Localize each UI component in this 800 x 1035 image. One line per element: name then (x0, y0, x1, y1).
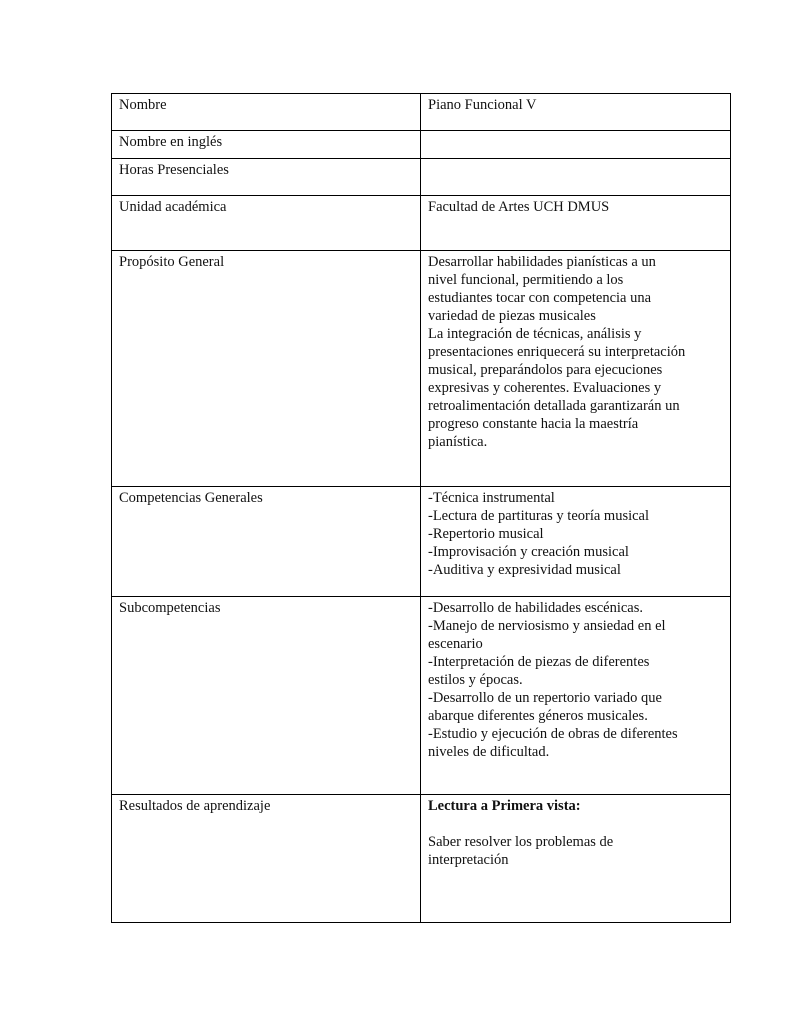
table-row (112, 251, 731, 487)
value-line: -Desarrollo de habilidades escénicas. (428, 600, 643, 616)
table-row (112, 795, 731, 923)
row-value-nombre-en-ingles (421, 131, 731, 159)
value-line: abarque diferentes géneros musicales. (428, 708, 648, 724)
value-line: Saber resolver los problemas de (428, 834, 614, 850)
row-value-unidad-academica: Facultad de Artes UCH DMUS (421, 196, 731, 251)
row-label-competencias-generales: Competencias Generales (112, 487, 421, 597)
value-line: expresivas y coherentes. Evaluaciones y (428, 380, 662, 396)
table-row (112, 159, 731, 196)
value-line: nivel funcional, permitiendo a los (428, 272, 624, 288)
row-label-nombre-en-ingles: Nombre en inglés (112, 131, 421, 159)
value-line: -Lectura de partituras y teoría musical (428, 508, 650, 524)
course-table (111, 93, 731, 923)
value-line: niveles de dificultad. (428, 744, 550, 760)
row-value-nombre: Piano Funcional V (421, 94, 731, 131)
table-row (112, 597, 731, 795)
row-value-horas-presenciales (421, 159, 731, 196)
value-line: Desarrollar habilidades pianísticas a un (428, 254, 656, 270)
value-line: estilos y épocas. (428, 672, 523, 688)
value-line: presentaciones enriquecerá su interpretación (428, 344, 686, 360)
value-line: -Manejo de nerviosismo y ansiedad en el (428, 618, 666, 634)
value-line: -Auditiva y expresividad musical (428, 562, 621, 578)
row-value-proposito-general (421, 251, 731, 487)
table-row (112, 94, 731, 131)
table-row (112, 131, 731, 159)
value-line: variedad de piezas musicales (428, 308, 596, 324)
value-line: estudiantes tocar con competencia una (428, 290, 652, 306)
value-line: -Interpretación de piezas de diferentes (428, 654, 650, 670)
value-line: La integración de técnicas, análisis y (428, 326, 642, 342)
value-line: -Estudio y ejecución de obras de diferentes (428, 726, 678, 742)
table-row (112, 196, 731, 251)
row-label-nombre: Nombre (112, 94, 421, 131)
row-value-subcompetencias (421, 597, 731, 795)
row-label-resultados-de-aprendizaje: Resultados de aprendizaje (112, 795, 421, 923)
row-label-unidad-academica: Unidad académica (112, 196, 421, 251)
value-line: -Desarrollo de un repertorio variado que (428, 690, 662, 706)
value-line: -Repertorio musical (428, 526, 544, 542)
value-line: pianística. (428, 434, 488, 450)
spacer (428, 815, 723, 833)
row-value-resultados-de-aprendizaje (421, 795, 731, 923)
row-label-subcompetencias: Subcompetencias (112, 597, 421, 795)
value-line: interpretación (428, 852, 509, 868)
table-row (112, 487, 731, 597)
value-line: progreso constante hacia la maestría (428, 416, 639, 432)
value-line: -Técnica instrumental (428, 490, 555, 506)
value-heading: Lectura a Primera vista: (428, 798, 581, 814)
value-line: retroalimentación detallada garantizarán un (428, 398, 680, 414)
value-line: musical, preparándolos para ejecuciones (428, 362, 663, 378)
row-value-competencias-generales (421, 487, 731, 597)
value-line: -Improvisación y creación musical (428, 544, 629, 560)
value-line: escenario (428, 636, 483, 652)
row-label-horas-presenciales: Horas Presenciales (112, 159, 421, 196)
row-label-proposito-general: Propósito General (112, 251, 421, 487)
